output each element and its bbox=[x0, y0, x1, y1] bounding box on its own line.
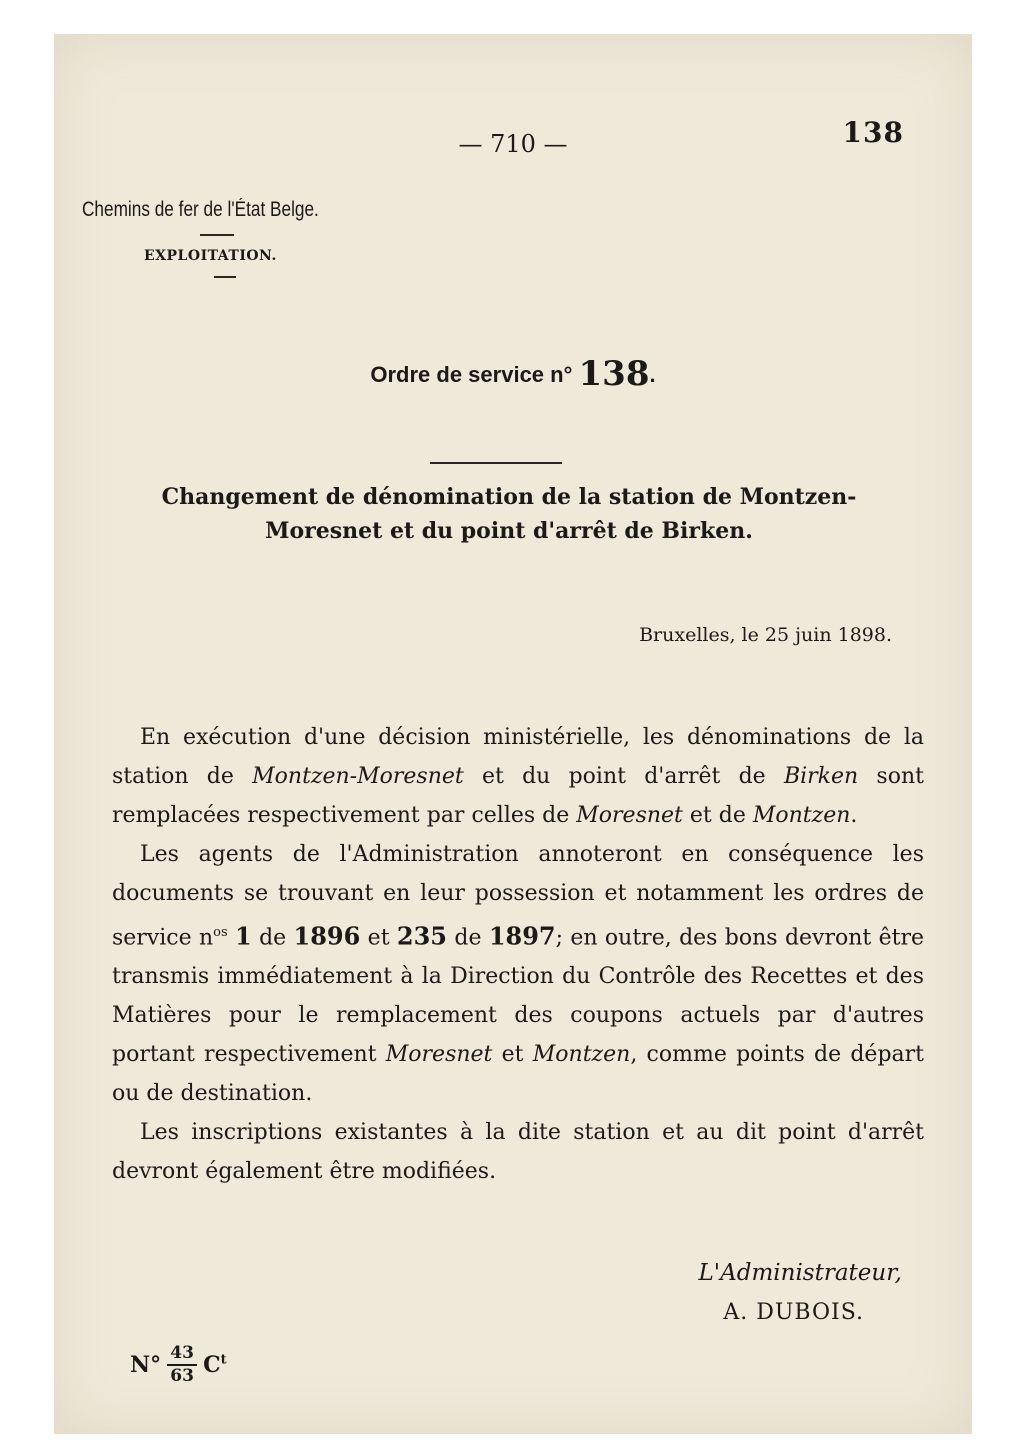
order-title-suffix: . bbox=[649, 362, 656, 387]
reference-denominator: 63 bbox=[170, 1366, 194, 1386]
page-number: — 710 — bbox=[458, 130, 568, 158]
divider bbox=[430, 462, 562, 464]
reference-numerator: 43 bbox=[170, 1343, 194, 1363]
subject-line: Changement de dénomination de la station de Montzen- bbox=[161, 484, 857, 510]
order-number-top: 138 bbox=[842, 116, 904, 149]
department: EXPLOITATION. bbox=[144, 248, 277, 264]
paragraph: En exécution d'une décision ministérielle, les dénominations de la station de Montzen-Moresnet et du point d'arrêt de Birken sont remplacées respectivement par celles de Moresnet et de Montzen. bbox=[112, 725, 924, 828]
place-date: Bruxelles, le 25 juin 1898. bbox=[639, 624, 892, 646]
reference-prefix: N° bbox=[130, 1352, 162, 1378]
paragraph: Les inscriptions existantes à la dite station et au dit point d'arrêt devront également être modifiées. bbox=[112, 1120, 924, 1185]
reference-fraction bbox=[167, 1344, 197, 1386]
order-title-number: 138 bbox=[578, 354, 650, 394]
order-title-prefix: Ordre de service n° bbox=[370, 362, 573, 387]
divider bbox=[214, 276, 236, 278]
signature-name: A. DUBOIS. bbox=[723, 1300, 864, 1325]
company-name: Chemins de fer de l'État Belge. bbox=[82, 198, 319, 221]
order-title bbox=[54, 354, 972, 394]
paragraph: Les agents de l'Administration annoteront en conséquence les documents se trouvant en leur possession et notamment les ordres de service $n^{os}$ 1 de 1896 et 235 de 1897; en outre, des bons devront être transmis immédiatement à la Direction du Contrôle des Recettes et des Matières pour le remplacement des coupons actuels par d'autres portant respectivement Moresnet et Montzen, comme points de départ ou de destination. bbox=[112, 842, 924, 1107]
subject-line: Moresnet et du point d'arrêt de Birken. bbox=[265, 518, 753, 544]
signature-title: L'Administrateur, bbox=[698, 1260, 902, 1286]
document-page bbox=[54, 34, 972, 1434]
reference-suffix: $C^t$ bbox=[203, 1352, 227, 1378]
divider bbox=[200, 234, 234, 236]
reference-code bbox=[130, 1344, 227, 1386]
subject-heading bbox=[94, 480, 924, 548]
body-text bbox=[112, 718, 924, 1191]
